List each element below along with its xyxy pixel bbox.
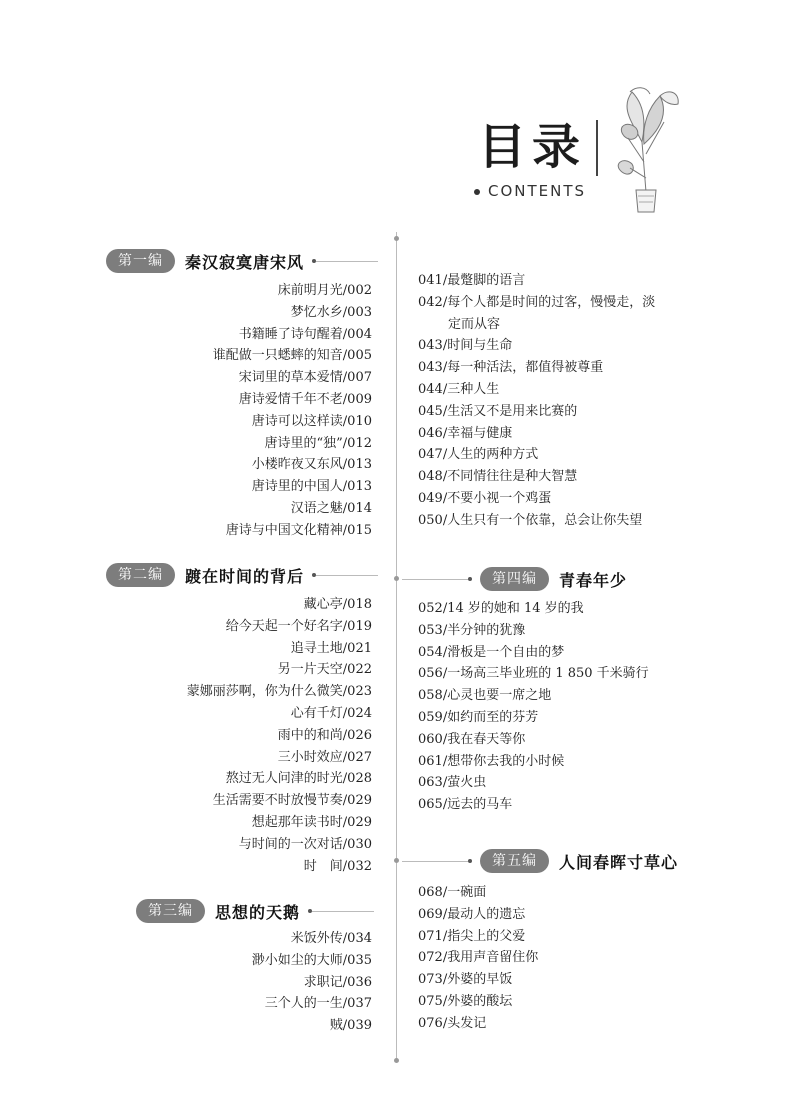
list-item[interactable]: 043/每一种活法，都值得被尊重 — [418, 360, 604, 376]
list-item[interactable]: 072/我用声音留住你 — [418, 950, 539, 966]
section-title: 踱在时间的背后 — [185, 566, 305, 586]
section-badge: 第二编 — [106, 563, 175, 587]
section-header-2 — [106, 562, 378, 588]
section-connector — [402, 577, 472, 581]
list-item[interactable]: 唐诗里的中国人/013 — [251, 479, 372, 495]
list-item[interactable]: 三小时效应/027 — [277, 749, 372, 765]
list-item[interactable]: 061/想带你去我的小时候 — [418, 753, 565, 769]
list-item[interactable]: 042/每个人都是时间的过客，慢慢走，淡 — [418, 294, 656, 310]
list-item[interactable]: 唐诗里的“独”/012 — [264, 435, 372, 451]
list-item[interactable]: 076/头发记 — [418, 1015, 487, 1031]
list-item[interactable]: 贼/039 — [329, 1018, 372, 1034]
list-item[interactable]: 唐诗可以这样读/010 — [251, 413, 372, 429]
section-2-list — [187, 594, 372, 877]
section-1-list — [213, 280, 372, 542]
contents-subtitle — [474, 182, 586, 200]
list-item[interactable]: 米饭外传/034 — [290, 931, 372, 946]
section-connector — [402, 859, 472, 863]
section-header-3 — [136, 898, 374, 924]
section-3-list — [252, 928, 372, 1037]
list-item[interactable]: 床前明月光/002 — [277, 283, 372, 298]
section-header-4 — [402, 566, 627, 592]
list-item[interactable]: 075/外婆的酸坛 — [418, 993, 513, 1009]
list-item[interactable]: 唐诗爱情千年不老/009 — [238, 391, 372, 407]
list-item[interactable]: 050/人生只有一个依靠，总会让你失望 — [418, 512, 643, 528]
center-divider — [396, 232, 397, 1062]
section-header-5 — [402, 848, 678, 874]
list-item[interactable]: 雨中的和尚/026 — [277, 727, 372, 743]
section-connector — [312, 573, 378, 577]
list-item[interactable]: 052/14 岁的她和 14 岁的我 — [418, 601, 584, 616]
section-connector — [308, 909, 374, 913]
page-title: 目录 — [478, 119, 587, 175]
list-item[interactable]: 046/幸福与健康 — [418, 425, 513, 441]
section-5-list — [418, 882, 538, 1035]
section-4-list — [418, 598, 649, 816]
list-item[interactable]: 宋词里的草本爱情/007 — [238, 370, 372, 386]
list-item[interactable]: 三个人的一生/037 — [264, 996, 372, 1012]
list-item[interactable]: 想起那年读书时/029 — [251, 814, 372, 830]
section-1-continuation-list — [418, 270, 655, 532]
list-item[interactable]: 065/远去的马车 — [418, 797, 513, 813]
bullet-dot — [474, 189, 480, 195]
list-item[interactable]: 048/不同情往往是种大智慧 — [418, 469, 578, 485]
section-badge: 第五编 — [480, 849, 549, 873]
list-item[interactable]: 071/指尖上的父爱 — [418, 928, 526, 944]
list-item[interactable]: 追寻土地/021 — [290, 640, 372, 656]
list-item[interactable]: 蒙娜丽莎啊，你为什么微笑/023 — [186, 684, 372, 700]
section-badge: 第三编 — [136, 899, 205, 923]
title-divider — [596, 120, 598, 176]
list-item[interactable]: 求职记/036 — [303, 974, 372, 990]
list-item[interactable]: 藏心亭/018 — [303, 597, 372, 612]
list-item[interactable]: 唐诗与中国文化精神/015 — [225, 522, 372, 538]
list-item[interactable]: 043/时间与生命 — [418, 338, 513, 354]
section-badge: 第一编 — [106, 249, 175, 273]
list-item[interactable]: 书籍睡了诗句醒着/004 — [238, 326, 372, 342]
list-item[interactable]: 059/如约而至的芬芳 — [418, 709, 539, 725]
list-item[interactable]: 047/人生的两种方式 — [418, 447, 539, 463]
list-item[interactable]: 谁配做一只蟋蟀的知音/005 — [212, 348, 372, 364]
list-item-continued[interactable]: 定而从容 — [448, 316, 501, 332]
list-item[interactable]: 068/一碗面 — [418, 885, 487, 900]
list-item[interactable]: 041/最蹩脚的语言 — [418, 273, 526, 288]
list-item[interactable]: 053/半分钟的犹豫 — [418, 622, 526, 638]
list-item[interactable]: 汉语之魅/014 — [290, 500, 372, 516]
divider-dot — [394, 576, 399, 581]
section-badge: 第四编 — [480, 567, 549, 591]
list-item[interactable]: 049/不要小视一个鸡蛋 — [418, 490, 552, 506]
divider-dot — [394, 858, 399, 863]
list-item[interactable]: 与时间的一次对话/030 — [238, 836, 372, 852]
section-title: 思想的天鹅 — [215, 902, 301, 922]
list-item[interactable]: 073/外婆的早饭 — [418, 972, 513, 988]
list-item[interactable]: 熬过无人问津的时光/028 — [225, 771, 372, 787]
section-title: 青春年少 — [559, 570, 628, 590]
flower-vase-icon — [602, 82, 692, 214]
list-item[interactable]: 056/一场高三毕业班的 1 850 千米骑行 — [418, 666, 649, 682]
divider-dot — [394, 236, 399, 241]
list-item[interactable]: 渺小如尘的大师/035 — [251, 952, 372, 968]
section-header-1 — [106, 248, 378, 274]
list-item[interactable]: 058/心灵也要一席之地 — [418, 688, 552, 704]
section-title: 人间春晖寸草心 — [559, 852, 679, 872]
list-item[interactable]: 生活需要不时放慢节奏/029 — [212, 793, 372, 809]
section-connector — [312, 259, 378, 263]
list-item[interactable]: 054/滑板是一个自由的梦 — [418, 644, 565, 660]
divider-dot — [394, 1058, 399, 1063]
section-title: 秦汉寂寞唐宋风 — [185, 252, 305, 272]
list-item[interactable]: 063/萤火虫 — [418, 775, 487, 791]
contents-label: CONTENTS — [488, 182, 587, 200]
list-item[interactable]: 给今天起一个好名字/019 — [225, 618, 372, 634]
list-item[interactable]: 梦忆水乡/003 — [290, 304, 372, 320]
list-item[interactable]: 069/最动人的遗忘 — [418, 906, 526, 922]
list-item[interactable]: 060/我在春天等你 — [418, 731, 526, 747]
list-item[interactable]: 时 间/032 — [303, 858, 372, 874]
list-item[interactable]: 小楼昨夜又东风/013 — [251, 457, 372, 473]
list-item[interactable]: 044/三种人生 — [418, 381, 500, 397]
list-item[interactable]: 045/生活又不是用来比赛的 — [418, 403, 578, 419]
list-item[interactable]: 另一片天空/022 — [277, 662, 372, 678]
list-item[interactable]: 心有千灯/024 — [290, 705, 372, 721]
